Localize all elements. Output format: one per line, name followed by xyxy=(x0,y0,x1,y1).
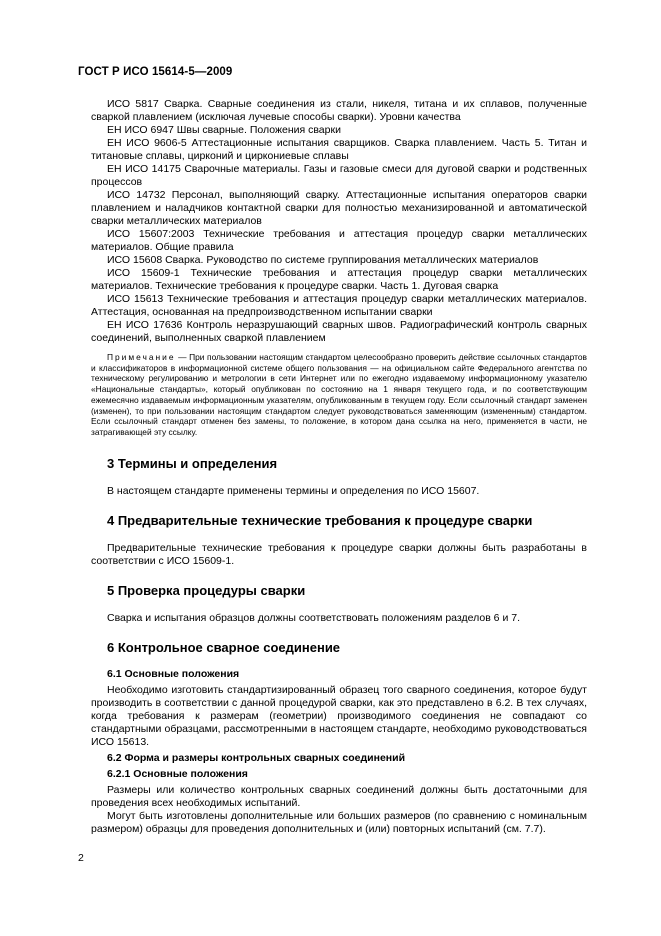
section-5-text: Сварка и испытания образцов должны соответствовать положениям разделов 6 и 7. xyxy=(107,611,520,624)
reference-item: ЕН ИСО 6947 Швы сварные. Положения сварки xyxy=(107,124,341,136)
section-4-text: Предварительные технические требования к процедуре сварки должны быть разработаны в соответствии с ИСО 15609-1. xyxy=(91,541,587,567)
section-4-heading: 4 Предварительные технические требования к процедуре сварки xyxy=(107,512,533,528)
note-paragraph xyxy=(91,352,587,438)
section-6-1-text: Необходимо изготовить стандартизированный образец того сварного соединения, которое будут производить в соответствии с данной процедурой сварки, как это представлено в 6.2. В тех случаях, когда требования к размерам (геометрии) производимого соединения не совпадают со стандартными образцами, рассмотренными в настоящем стандарте, необходимо руководствоваться ИСО 15613. xyxy=(91,683,587,748)
reference-item: ИСО 15613 Технические требования и аттестация процедур сварки металлических материалов. Аттестация, основанная на предпроизводственном испытании сварки xyxy=(91,293,587,318)
reference-item: ИСО 15608 Сварка. Руководство по системе группирования металлических материалов xyxy=(107,254,539,266)
reference-item: ЕН ИСО 14175 Сварочные материалы. Газы и газовые смеси для дуговой сварки и родственных процессов xyxy=(91,163,587,188)
page-header: ГОСТ Р ИСО 15614-5—2009 xyxy=(78,66,233,78)
section-3-heading: 3 Термины и определения xyxy=(107,455,278,471)
note-text: — При пользовании настоящим стандартом целесообразно проверить действие ссылочных стандартов и классификаторов в информационной системе общего пользования — на официальном сайте Федерального агентства по техническому регулированию и метрологии в сети Интернет или по ежегодно издаваемому информационному указателю «Национальные стандарты», который опубликован по состоянию на 1 января текущего года, и по соответствующим ежемесячно издаваемым информационным указателям, опубликованным в текущем году. Если ссылочный стандарт заменен (изменен), то при пользовании настоящим стандартом следует руководствоваться заменяющим (измененным) стандартом. Если ссылочный стандарт отменен без замены, то положение, в котором дана ссылка на него, применяется в части, не затрагивающей эту ссылку. xyxy=(91,352,587,437)
section-6-1-heading: 6.1 Основные положения xyxy=(107,667,240,680)
section-6-heading: 6 Контрольное сварное соединение xyxy=(107,639,341,655)
section-5-heading: 5 Проверка процедуры сварки xyxy=(107,582,306,598)
normative-references-list xyxy=(91,98,587,345)
section-6-2-1-paragraph-2: Могут быть изготовлены дополнительные или больших размеров (по сравнению с номинальным размером) образцы для проведения дополнительных и (или) повторных испытаний (см. 7.7). xyxy=(91,809,587,835)
section-3-text: В настоящем стандарте применены термины и определения по ИСО 15607. xyxy=(107,484,480,497)
reference-item: ИСО 14732 Персонал, выполняющий сварку. Аттестационные испытания операторов сварки плавлением и наладчиков контактной сварки для полностью механизированной и автоматической сварки металлических материалов xyxy=(91,189,587,227)
section-6-2-heading: 6.2 Форма и размеры контрольных сварных соединений xyxy=(107,751,406,764)
section-6-2-1-heading: 6.2.1 Основные положения xyxy=(107,767,248,780)
reference-item: ЕН ИСО 9606-5 Аттестационные испытания сварщиков. Сварка плавлением. Часть 5. Титан и титановые сплавы, цирконий и циркониевые сплавы xyxy=(91,137,587,162)
note-lead: Примечание xyxy=(107,352,176,362)
reference-item: ИСО 5817 Сварка. Сварные соединения из стали, никеля, титана и их сплавов, полученные сваркой плавлением (исключая лучевые способы сварки). Уровни качества xyxy=(91,98,587,123)
reference-item: ИСО 15607:2003 Технические требования и аттестация процедур сварки металлических материалов. Общие правила xyxy=(91,228,587,253)
reference-item: ИСО 15609-1 Технические требования и аттестация процедур сварки металлических материалов. Технические требования к процедуре сварки. Часть 1. Дуговая сварка xyxy=(91,267,587,292)
page-content xyxy=(91,98,587,836)
page-number: 2 xyxy=(78,852,84,864)
section-6-2-1-paragraph-1: Размеры или количество контрольных сварных соединений должны быть достаточными для проведения всех необходимых испытаний. xyxy=(91,783,587,809)
reference-item: ЕН ИСО 17636 Контроль неразрушающий сварных швов. Радиографический контроль сварных соединений, выполненных сваркой плавлением xyxy=(91,319,587,344)
